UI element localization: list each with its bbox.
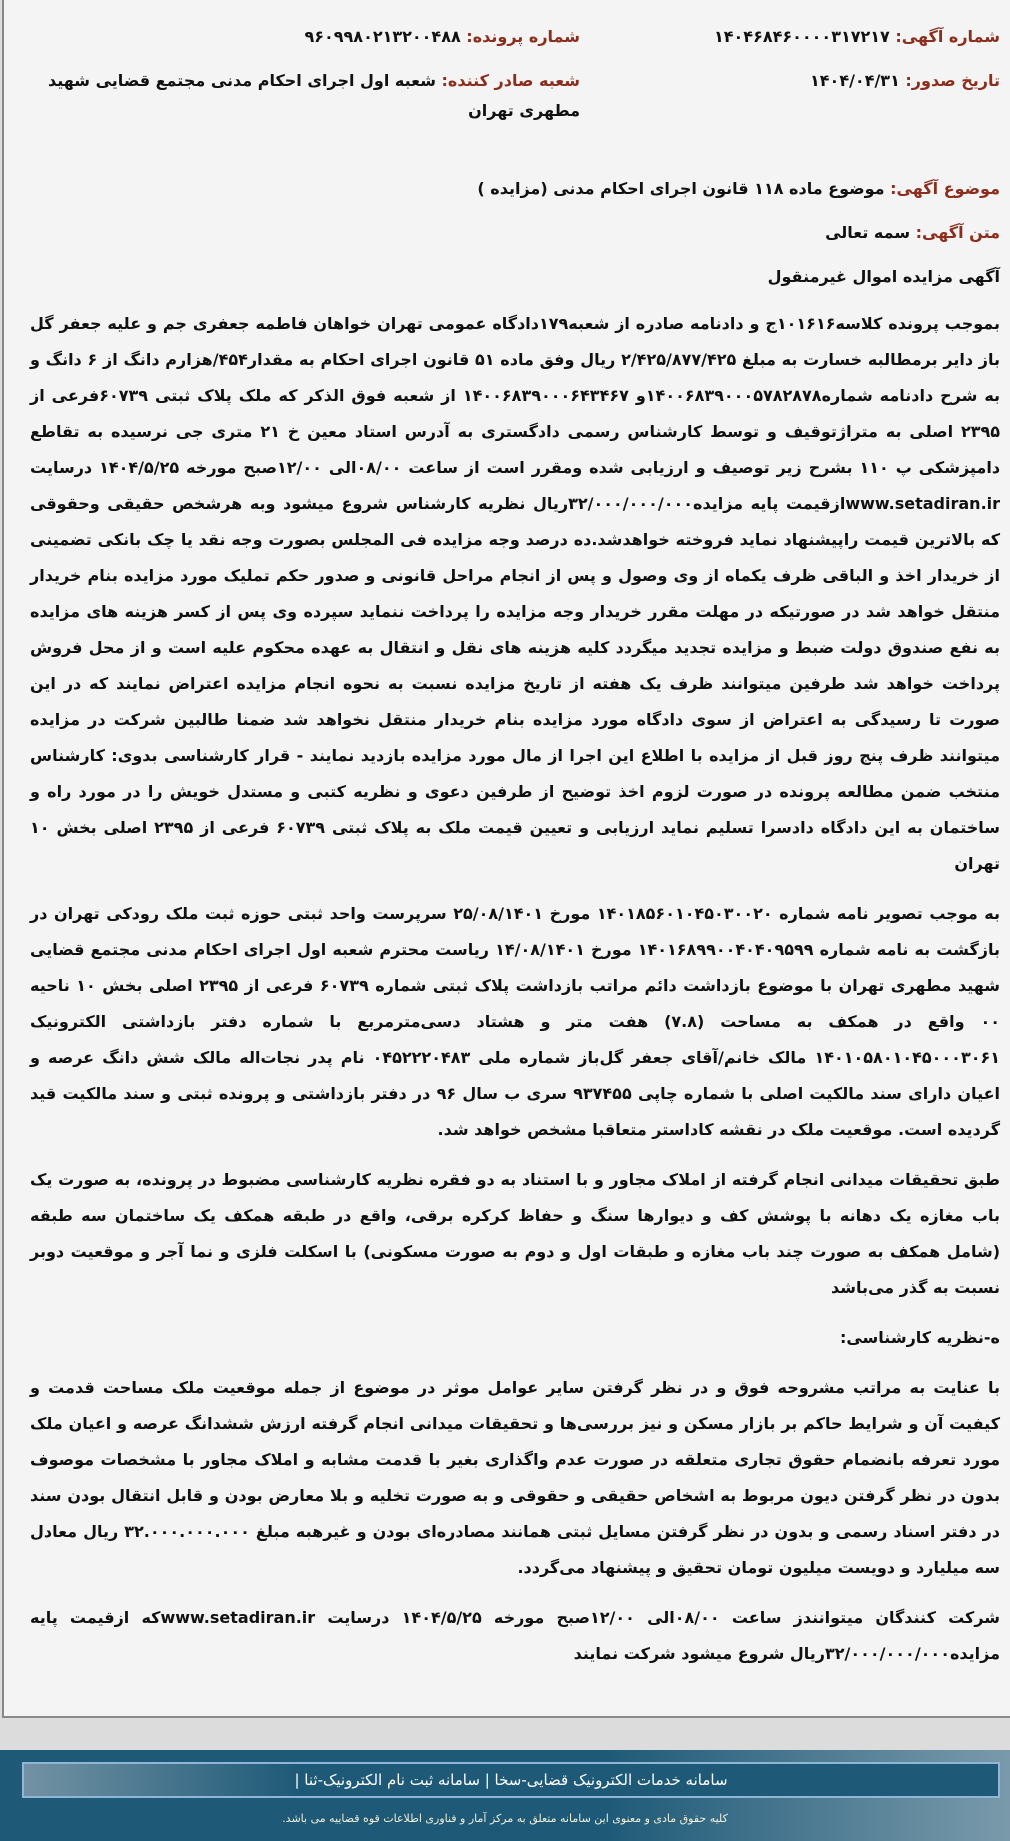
text-row <box>30 218 1000 248</box>
link-sana[interactable]: سامانه ثبت نام الکترونیک-ثنا <box>304 1771 480 1789</box>
notice-panel <box>2 0 1010 1718</box>
branch-label: شعبه صادر کننده: <box>441 71 580 90</box>
paragraph-participation: شرکت کنندگان میتوانندز ساعت ۰۸/۰۰الی ۱۲/۰۰صبح مورخه ۱۴۰۴/۵/۲۵ درسایت www.setadiran.irکه ازقیمت پایه مزایده۳۲/۰۰۰/۰۰۰/۰۰۰ریال شروع میشود شرکت نمایند <box>30 1608 1001 1663</box>
footer-separator: | <box>484 1771 490 1789</box>
subject-row <box>30 174 1000 204</box>
case-number-row <box>30 22 580 52</box>
text-intro: سمه تعالی <box>825 223 911 242</box>
ad-number-row <box>580 22 1000 52</box>
spacer <box>30 140 1000 174</box>
header-row-2 <box>30 66 1000 126</box>
issue-date-value: ۱۴۰۴/۰۴/۳۱ <box>810 71 900 90</box>
paragraph-field-survey: طبق تحقیقات میدانی انجام گرفته از املاک مجاور و با استناد به دو فقره نظریه کارشناسی مضبوط در پرونده، به صورت یک باب مغازه یک دهانه با پوشش کف و دیوارها سنگ و حفاظ کرکره برقی، واقع در طبقه همکف یک ساختمان سه طبقه (شامل همکف به صورت چند باب مغازه و طبقات اول و دوم به صورت مسکونی) با اسکلت فلزی و نما آجر و موقعیت دوبر نسبت به گذر می‌باشد <box>30 1170 1000 1297</box>
panel-bottom-band <box>0 1718 1010 1750</box>
copyright-text: کلیه حقوق مادی و معنوی این سامانه متعلق به مرکز آمار و فناوری اطلاعات قوه قضاییه می باشد. <box>282 1812 728 1825</box>
issue-date-row <box>580 66 1000 96</box>
footer-separator-end: | <box>294 1771 300 1789</box>
issue-date-label: تاریخ صدور: <box>905 71 1000 90</box>
subject-value: موضوع ماده ۱۱۸ قانون اجرای احکام مدنی (مزایده ) <box>477 179 885 198</box>
site-footer <box>0 1750 1010 1841</box>
link-sakha[interactable]: سامانه خدمات الکترونیک قضایی-سخا <box>494 1771 728 1789</box>
subject-label: موضوع آگهی: <box>890 179 1000 198</box>
ad-number-label: شماره آگهی: <box>895 27 1000 46</box>
footer-links-bar <box>22 1762 1000 1798</box>
case-number-value: ۹۶۰۹۹۸۰۲۱۳۲۰۰۴۸۸ <box>304 27 461 46</box>
notice-heading: آگهی مزایده اموال غیرمنقول <box>767 267 1000 286</box>
paragraph-registry-letter: به موجب تصویر نامه شماره ۱۴۰۱۸۵۶۰۱۰۴۵۰۳۰۰۲۰ مورخ ۲۵/۰۸/۱۴۰۱ سرپرست واحد ثبتی حوزه ثبت ملک رودکی تهران در بازگشت به نامه شماره ۱۴۰۱۶۸۹۹۰۰۴۰۴۰۹۵۹۹ مورخ ۱۴/۰۸/۱۴۰۱ ریاست محترم شعبه اول اجرای احکام مدنی مجتمع قضایی شهید مطهری تهران با موضوع بازداشت دائم مراتب بازداشت پلاک ثبتی شماره ۶۰۷۳۹ فرعی از ۲۳۹۵ اصلی بخش ۱۰ ناحیه ۰۰ واقع در همکف به مساحت (۷.۸) هفت متر و هشتاد دسی‌مترمربع با شماره دفتر بازداشتی الکترونیک ۱۴۰۱۰۵۸۰۱۰۴۵۰۰۰۳۰۶۱ مالک خانم/آقای جعفر گل‌باز شماره ملی ۰۴۵۲۲۲۰۴۸۳ نام پدر نجات‌اله مالک شش دانگ عرصه و اعیان دارای سند مالکیت اصلی با شماره چاپی ۹۳۷۴۵۵ سری ب سال ۹۶ در دفتر بازداشتی و پرونده ثبتی و سند مالکیت قید گردیده است. موقعیت ملک در نقشه کاداستر متعاقبا مشخص خواهد شد. <box>30 904 1001 1139</box>
text-label: متن آگهی: <box>915 223 1000 242</box>
ad-number-value: ۱۴۰۴۶۸۴۶۰۰۰۰۳۱۷۲۱۷ <box>714 27 890 46</box>
paragraph-auction-details: بموجب پرونده کلاسه۱۰۱۶۱۶ج و دادنامه صادره از شعبه۱۷۹دادگاه عمومی تهران خواهان فاطمه جعفری جم و علیه جعفر گل باز دایر برمطالبه خسارت به مبلغ ۲/۴۲۵/۸۷۷/۴۲۵ ریال وفق ماده ۵۱ قانون اجرای احکام به مقدار۴۵۴/هزارم دانگ از ۶ دانگ و به شرح دادنامه شماره۱۴۰۰۶۸۳۹۰۰۰۵۷۸۲۸۷۸و ۱۴۰۰۶۸۳۹۰۰۰۶۴۳۴۶۷ از شعبه فوق الذکر که ملک پلاک ثبتی ۶۰۷۳۹فرعی از ۲۳۹۵ اصلی به متراژتوقیف و توسط کارشناس رسمی دادگستری به آدرس استاد معین خ ۲۱ متری جی نرسیده به تقاطع دامپزشکی پ ۱۱۰ بشرح زیر توصیف و ارزیابی شده ومقرر است از ساعت ۰۸/۰۰الی ۱۲/۰۰صبح مورخه ۱۴۰۴/۵/۲۵ درسایت www.setadiran.irازقیمت پایه مزایده۳۲/۰۰۰/۰۰۰/۰۰۰ریال نظریه کارشناس شروع میشود وبه هرشخص حقیقی وحقوقی که بالاترین قیمت راپیشنهاد نماید فروخته خواهدشد.ده درصد وجه مزایده فی المجلس بصورت وجه نقد یا چک بانکی تضمینی از خریدار اخذ و الباقی ظرف یکماه از وی وصول و پس از انجام مراحل قانونی و صدور حکم تملیک مورد مزایده بنام خریدار منتقل خواهد شد در صورتیکه در مهلت مقرر خریدار وجه مزایده را پرداخت ننماید سپرده وی پس از کسر هزینه های مزایده به نفع صندوق دولت ضبط و مزایده تجدید میگردد کلیه هزینه های نقل و انتقال به عهده محکوم علیه است و از محل فروش پرداخت خواهد شد طرفین میتوانند ظرف یک هفته از تاریخ مزایده نسبت به نحوه انجام مزایده اعتراض نمایند که در این صورت تا رسیدگی به اعتراض از سوی دادگاه مورد مزایده بنام خریدار منتقل نخواهد شد ضمنا طالبین شرکت در مزایده میتوانند ظرف پنج روز قبل از مزایده با اطلاع این اجرا از مال مورد مزایده بازدید نمایند - قرار کارشناسی بدوی: کارشناس منتخب ضمن مطالعه پرونده در صورت لزوم اخذ توضیح از طرفین دعوی و نظریه کتبی و مستدل خویش را در مورد راه و ساختمان به این دادگاه دادسرا تسلیم نماید ارزیابی و تعیین قیمت ملک به پلاک ثبتی ۶۰۷۳۹ فرعی از ۲۳۹۵ اصلی بخش ۱۰ تهران <box>30 314 1001 873</box>
branch-value: شعبه اول اجرای احکام مدنی مجتمع قضایی شهید مطهری تهران <box>47 71 580 120</box>
paragraph-expert-opinion: با عنایت به مراتب مشروحه فوق و در نظر گرفتن سایر عوامل موثر در موضوع از جمله موقعیت ملک مساحت قدمت و کیفیت آن و شرایط حاکم بر بازار مسکن و نیز بررسی‌ها و تحقیقات میدانی انجام گرفته ارزش ششدانگ عرصه و اعیان ملک مورد تعرفه بانضمام حقوق تجاری متعلقه در صورت عدم واگذاری بغیر با قدمت مشابه و املاک مجاور با مشخصات موصوف بدون در نظر گرفتن دیون مربوط به اشخاص حقیقی و حقوقی و به صورت تخلیه و بلا معارض بودن و قابل انتقال بودن سند در دفتر اسناد رسمی و بدون در نظر گرفتن مسایل ثبتی همانند مصادره‌ای بودن و غیرهبه مبلغ ۳۲.۰۰۰.۰۰۰.۰۰۰ ریال معادل سه میلیارد و دویست میلیون تومان تحقیق و پیشنهاد می‌گردد. <box>30 1378 1000 1577</box>
case-number-label: شماره پرونده: <box>466 27 580 46</box>
header-row-1 <box>30 22 1000 52</box>
expert-opinion-heading: ه-نظریه کارشناسی: <box>839 1328 1000 1347</box>
branch-row <box>30 66 580 126</box>
notice-content <box>30 22 1000 1672</box>
